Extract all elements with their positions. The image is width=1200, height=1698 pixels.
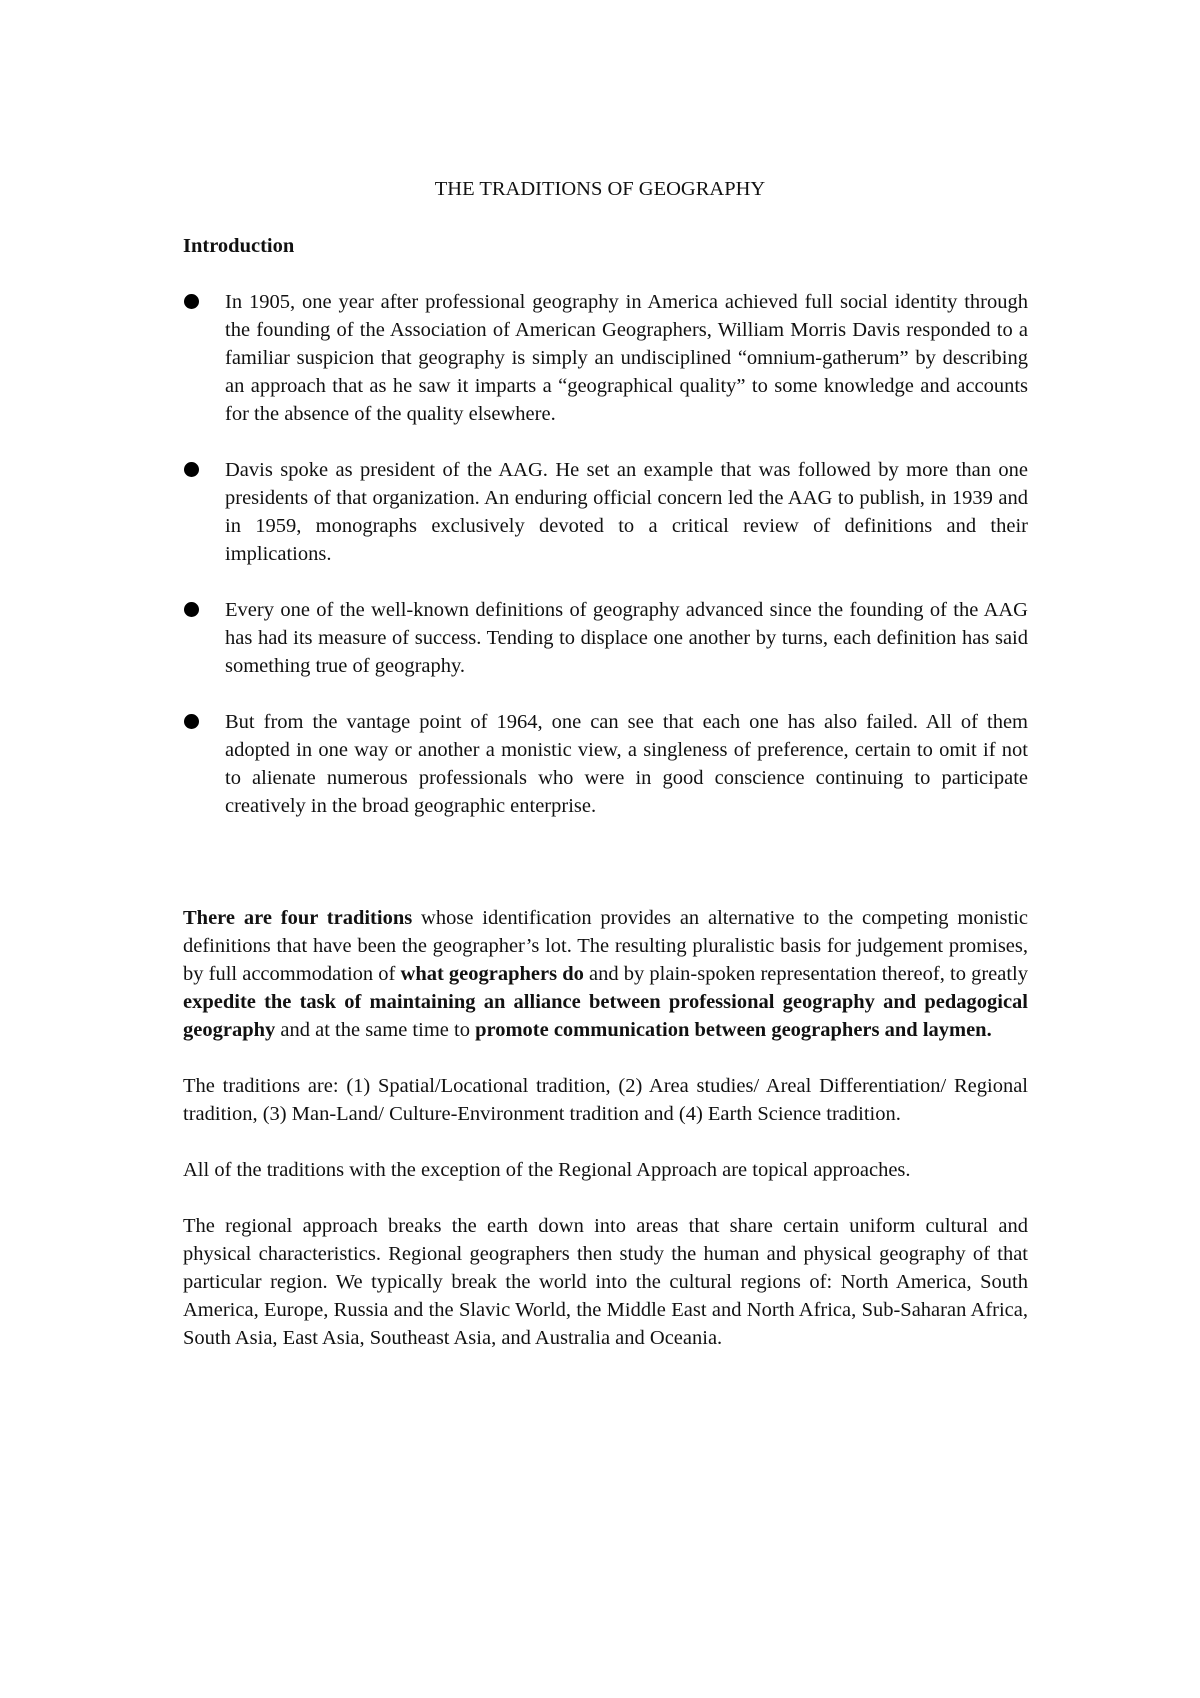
bullet-dot-icon xyxy=(184,602,199,617)
bullet-text: But from the vantage point of 1964, one can see that each one has also failed. All of them adopted in one way or another a monistic view, a singleness of preference, certain to omit if not to alienate numerous professionals who were in good conscience continuing to participate creatively in the broad geographic enterprise. xyxy=(225,711,1028,817)
bold-phrase: what geographers do xyxy=(400,963,584,985)
bold-phrase: expedite the task of maintaining an alliance between professional geography and pedagogical geography xyxy=(183,991,1028,1041)
paragraph-text: and by plain-spoken representation thereof, to greatly xyxy=(583,963,1028,985)
bold-phrase: promote communication between geographers and laymen. xyxy=(475,1019,992,1041)
bold-phrase: There are four traditions xyxy=(183,907,413,929)
bullet-list xyxy=(183,288,1028,848)
bullet-dot-icon xyxy=(184,714,199,729)
bullet-dot-icon xyxy=(184,462,199,477)
paragraph-four-traditions xyxy=(183,904,1028,1044)
paragraph-traditions-list: The traditions are: (1) Spatial/Locational tradition, (2) Area studies/ Areal Differentiation/ Regional tradition, (3) Man-Land/ Culture-Environment tradition and (4) Earth Science tradition. xyxy=(183,1075,1028,1125)
bullet-item xyxy=(183,596,1028,680)
paragraph-topical-approaches: All of the traditions with the exception of the Regional Approach are topical approaches. xyxy=(183,1159,911,1181)
bullet-text: Every one of the well-known definitions of geography advanced since the founding of the AAG has had its measure of success. Tending to displace one another by turns, each definition has said something true of geography. xyxy=(225,599,1028,677)
bullet-item xyxy=(183,456,1028,568)
bullet-item xyxy=(183,288,1028,428)
paragraph-text: and at the same time to xyxy=(275,1019,476,1041)
body-text xyxy=(183,904,1028,1380)
bullet-item xyxy=(183,708,1028,820)
paragraph-text: whose identification provides an alternative to the competing monistic definitions that have been the geographer’s lot. The resulting pluralistic basis for judgement promises, by full accommodation of xyxy=(183,907,1028,985)
bullet-text: Davis spoke as president of the AAG. He set an example that was followed by more than one presidents of that organization. An enduring official concern led the AAG to publish, in 1939 and in 1959, monographs exclusively devoted to a critical review of definitions and their implications. xyxy=(225,459,1028,565)
section-heading-introduction: Introduction xyxy=(183,235,295,257)
paragraph-regional-approach: The regional approach breaks the earth down into areas that share certain uniform cultural and physical characteristics. Regional geographers then study the human and physical geography of that particular region. We typically break the world into the cultural regions of: North America, South America, Europe, Russia and the Slavic World, the Middle East and North Africa, Sub-Saharan Africa, South Asia, East Asia, Southeast Asia, and Australia and Oceania. xyxy=(183,1215,1028,1349)
document-title: THE TRADITIONS OF GEOGRAPHY xyxy=(434,178,766,200)
bullet-dot-icon xyxy=(184,294,199,309)
bullet-text: In 1905, one year after professional geography in America achieved full social identity through the founding of the Association of American Geographers, William Morris Davis responded to a familiar suspicion that geography is simply an undisciplined “omnium-gatherum” by describing an approach that as he saw it imparts a “geographical quality” to some knowledge and accounts for the absence of the quality elsewhere. xyxy=(225,291,1028,425)
